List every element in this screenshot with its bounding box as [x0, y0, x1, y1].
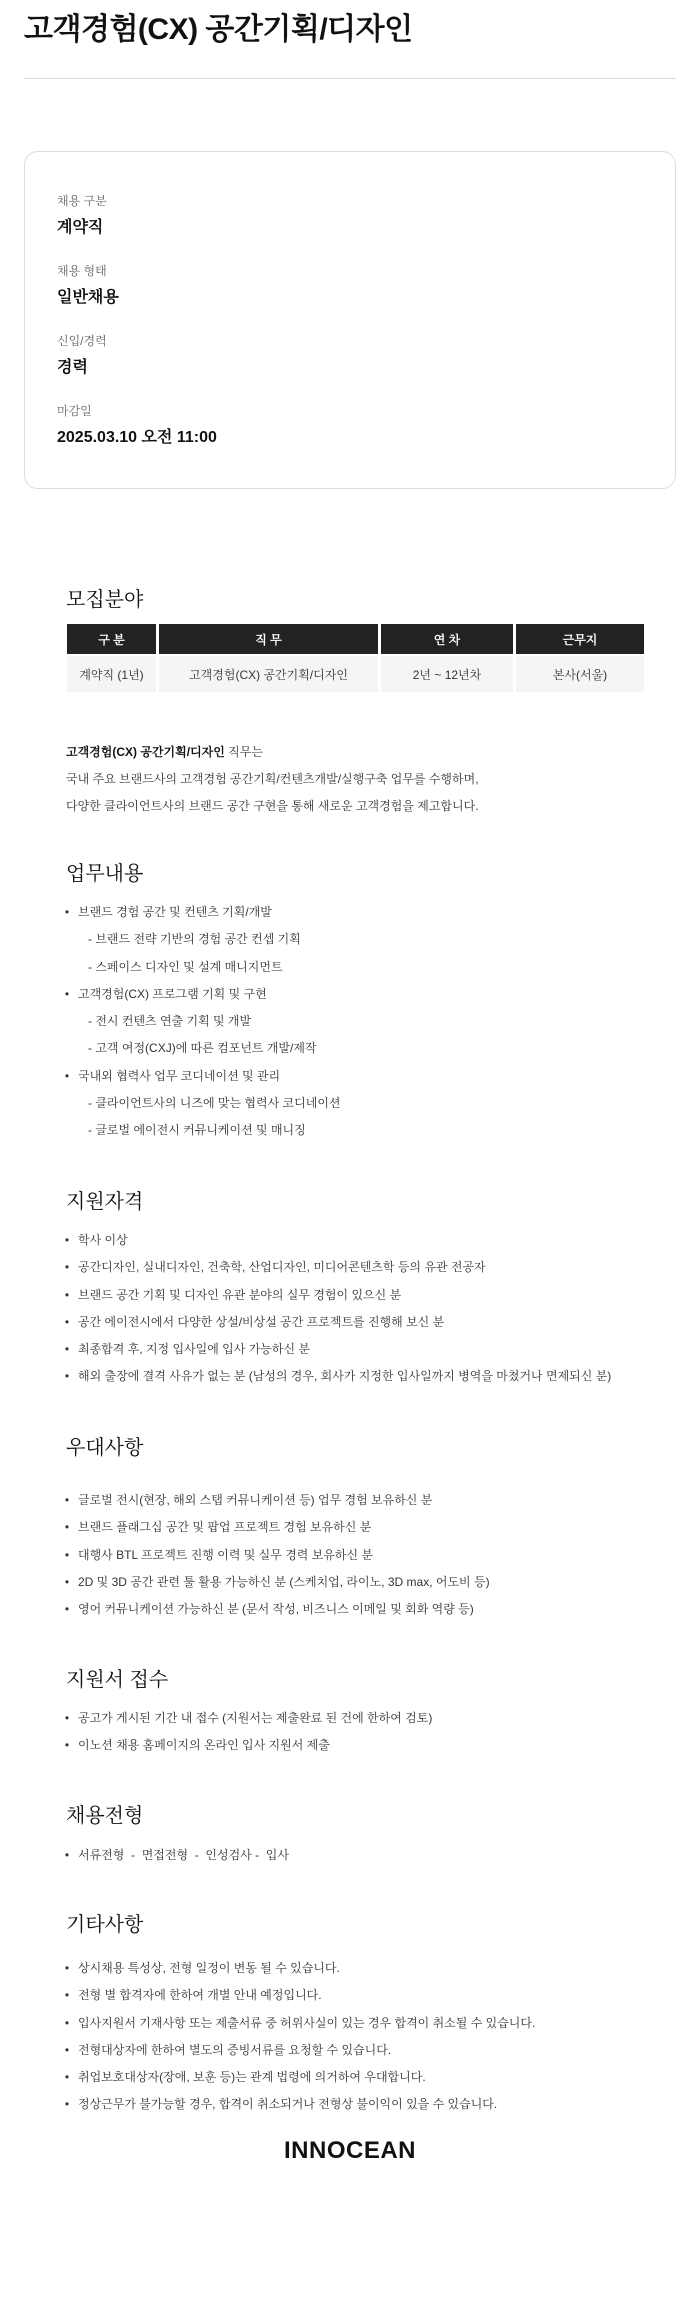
info-value: 일반채용	[57, 289, 119, 306]
section-title-recruit-field: 모집분야	[66, 589, 144, 611]
list-item: • 전형대상자에 한하여 별도의 증빙서류를 요청할 수 있습니다.	[60, 2037, 650, 2064]
info-label: 신입/경력	[57, 334, 107, 348]
info-label: 마감일	[57, 404, 92, 418]
table-header-row	[67, 624, 644, 654]
section-title-qualifications: 지원자격	[66, 1191, 144, 1213]
info-deadline	[57, 404, 217, 448]
section-title-preferred: 우대사항	[66, 1437, 144, 1459]
list-item: • 영어 커뮤니케이션 가능하신 분 (문서 작성, 비즈니스 이메일 및 회화 역량 등)	[60, 1596, 650, 1623]
list-subitem: - 브랜드 전략 기반의 경험 공간 컨셉 기획	[88, 932, 301, 947]
list-item: • 브랜드 플래그십 공간 및 팝업 프로젝트 경험 보유하신 분	[60, 1514, 650, 1541]
list-item: • 대행사 BTL 프로젝트 진행 이력 및 실무 경력 보유하신 분	[60, 1542, 650, 1569]
table-header-cell: 직 무	[159, 624, 378, 654]
info-hiring-type	[57, 264, 119, 308]
list-item: • 정상근무가 불가능할 경우, 합격이 취소되거나 전형상 불이익이 있을 수 있습니다.	[60, 2091, 650, 2118]
section-title-etc: 기타사항	[66, 1914, 144, 1936]
list-subitem: - 클라이언트사의 니즈에 맞는 협력사 코디네이션	[88, 1096, 341, 1111]
table-cell: 본사(서울)	[516, 656, 644, 692]
title-divider	[24, 78, 676, 79]
list-item: • 공간 에이전시에서 다양한 상설/비상설 공간 프로젝트를 진행해 보신 분	[60, 1309, 650, 1336]
info-employment-type	[57, 194, 107, 238]
section-title-application: 지원서 접수	[66, 1669, 169, 1691]
list-item: • 상시채용 특성상, 전형 일정이 변동 될 수 있습니다.	[60, 1955, 650, 1982]
list-item: • 이노션 채용 홈페이지의 온라인 입사 지원서 제출	[60, 1732, 650, 1759]
table-header-cell: 연 차	[381, 624, 513, 654]
table-row	[67, 656, 644, 692]
list-item: • 학사 이상	[60, 1227, 650, 1254]
intro-suffix: 직무는	[224, 745, 263, 759]
table-cell: 2년 ~ 12년차	[381, 656, 513, 692]
list-item: • 전형 별 합격자에 한하여 개별 안내 예정입니다.	[60, 1982, 650, 2009]
list-item: • 글로벌 전시(현장, 해외 스탭 커뮤니케이션 등) 업무 경험 보유하신 분	[60, 1487, 650, 1514]
list-item: • 2D 및 3D 공간 관련 툴 활용 가능하신 분 (스케치업, 라이노, 3D max, 어도비 등)	[60, 1569, 650, 1596]
intro-line: 다양한 클라이언트사의 브랜드 공간 구현을 통해 새로운 고객경험을 제고합니다.	[66, 799, 479, 813]
info-label: 채용 형태	[57, 264, 107, 278]
recruit-field-table	[64, 622, 647, 694]
list-item: • 공간디자인, 실내디자인, 건축학, 산업디자인, 미디어콘텐츠학 등의 유관 전공자	[60, 1254, 650, 1281]
info-label: 채용 구분	[57, 194, 107, 208]
info-career-level	[57, 334, 107, 378]
innocean-logo: INNOCEAN	[283, 2137, 416, 2164]
list-item: • 입사지원서 기재사항 또는 제출서류 중 허위사실이 있는 경우 합격이 취소될 수 있습니다.	[60, 2010, 650, 2037]
table-cell: 고객경험(CX) 공간기획/디자인	[159, 656, 378, 692]
list-subitem: - 글로벌 에이전시 커뮤니케이션 및 매니징	[88, 1123, 306, 1138]
info-value: 계약직	[57, 219, 104, 236]
job-intro	[66, 739, 646, 820]
list-item: • 서류전형 - 면접전형 - 인성검사 - 입사	[60, 1842, 650, 1869]
intro-line: 국내 주요 브랜드사의 고객경험 공간기획/컨텐츠개발/실행구축 업무를 수행하며,	[66, 772, 479, 786]
table-header-cell: 구 분	[67, 624, 156, 654]
list-item: • 국내외 협력사 업무 코디네이션 및 관리	[60, 1063, 650, 1090]
section-title-process: 채용전형	[66, 1805, 144, 1827]
job-info-card	[24, 151, 676, 489]
list-item: • 브랜드 경험 공간 및 컨텐츠 기획/개발	[60, 899, 650, 926]
section-title-duties: 업무내용	[66, 863, 144, 885]
list-item: • 최종합격 후, 지정 입사일에 입사 가능하신 분	[60, 1336, 650, 1363]
list-subitem: - 전시 컨텐츠 연출 기획 및 개발	[88, 1014, 252, 1029]
qualifications-list	[60, 1227, 650, 1391]
list-item: • 해외 출장에 결격 사유가 없는 분 (남성의 경우, 회사가 지정한 입사일까지 병역을 마쳤거나 면제되신 분)	[60, 1363, 650, 1390]
intro-job-name: 고객경험(CX) 공간기획/디자인	[66, 745, 225, 759]
page-title: 고객경험(CX) 공간기획/디자인	[24, 13, 413, 46]
duties-list	[60, 899, 650, 1145]
list-subitem: - 스페이스 디자인 및 설계 매니지먼트	[88, 959, 283, 974]
intro-line	[66, 739, 646, 766]
table-header-cell: 근무지	[516, 624, 644, 654]
table-cell: 계약직 (1년)	[67, 656, 156, 692]
process-list	[60, 1842, 650, 1869]
info-value: 경력	[57, 359, 88, 376]
preferred-list	[60, 1487, 650, 1623]
application-list	[60, 1705, 650, 1760]
list-item: • 고객경험(CX) 프로그램 기획 및 구현	[60, 981, 650, 1008]
list-item: • 취업보호대상자(장애, 보훈 등)는 관계 법령에 의거하여 우대합니다.	[60, 2064, 650, 2091]
etc-list	[60, 1955, 650, 2119]
list-item: • 브랜드 공간 기획 및 디자인 유관 분야의 실무 경험이 있으신 분	[60, 1282, 650, 1309]
list-item: • 공고가 게시된 기간 내 접수 (지원서는 제출완료 된 건에 한하여 검토)	[60, 1705, 650, 1732]
list-subitem: - 고객 여정(CXJ)에 따른 컴포넌트 개발/제작	[88, 1041, 317, 1056]
info-value: 2025.03.10 오전 11:00	[57, 429, 217, 446]
